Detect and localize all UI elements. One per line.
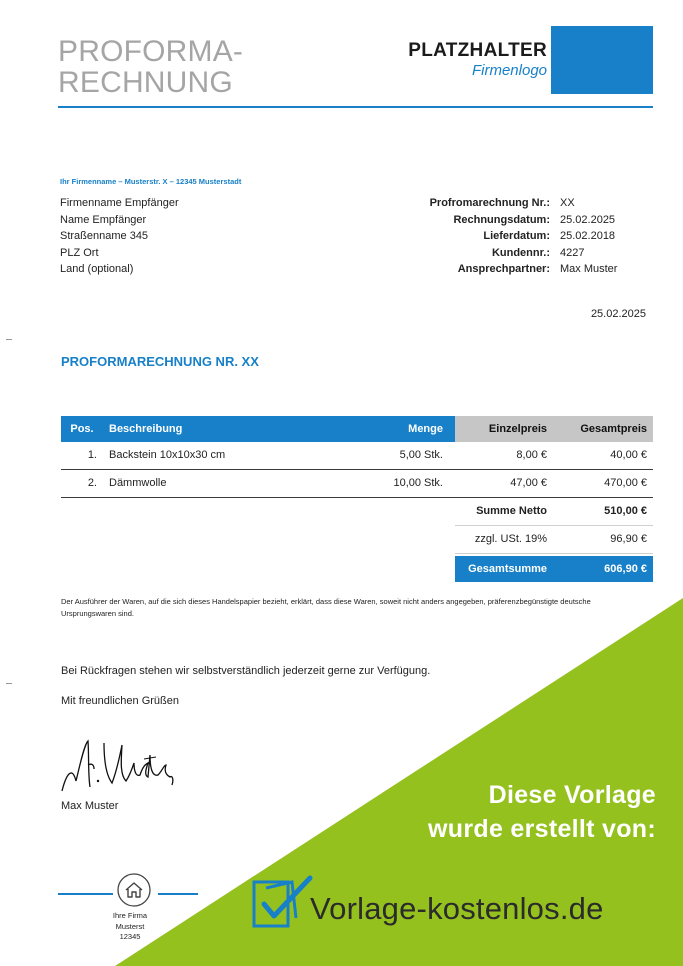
meta-value: Max Muster — [560, 263, 618, 275]
net-sum-value: 510,00 € — [604, 505, 647, 517]
header-quantity: Menge — [408, 423, 443, 435]
document-check-icon — [252, 874, 314, 932]
meta-label: Profromarechnung Nr.: — [429, 197, 550, 209]
promo-line: Diese Vorlage — [488, 781, 656, 809]
meta-label: Rechnungsdatum: — [453, 213, 550, 226]
row-pos: 1. — [87, 449, 97, 461]
row-total-price: 470,00 € — [604, 477, 647, 489]
vat-value: 96,90 € — [610, 533, 647, 545]
row-unit-price: 47,00 € — [510, 477, 547, 489]
document-title-line2: RECHNUNG — [58, 66, 233, 99]
row-quantity: 10,00 Stk. — [393, 477, 443, 489]
row-unit-price: 8,00 € — [516, 449, 547, 461]
origin-disclaimer: Der Ausführer der Waren, auf die sich dieses Handelspapier bezieht, erklärt, dass diese Waren, soweit nicht anders angegeben, präferenzbegünstigte deutsche Ursprungswaren sind. — [61, 597, 591, 618]
row-quantity: 5,00 Stk. — [399, 449, 443, 461]
header-description: Beschreibung — [109, 423, 183, 435]
document-title-line1: PROFORMA- — [58, 35, 244, 68]
logo-sub-text: Firmenlogo — [471, 62, 547, 79]
header-pos: Pos. — [70, 423, 94, 435]
closing-text: Bei Rückfragen stehen wir selbstverständlich jederzeit gerne zur Verfügung. — [61, 665, 431, 677]
recipient-line: Firmenname Empfänger — [60, 197, 179, 209]
meta-value: 25.02.2025 — [560, 213, 616, 226]
net-sum-label: Summe Netto — [476, 505, 547, 517]
promo-text — [428, 778, 656, 846]
grand-total-value: 606,90 € — [604, 563, 647, 575]
signer-name: Max Muster — [61, 800, 119, 812]
footer-line: Musterst — [115, 921, 145, 931]
meta-label: Lieferdatum: — [483, 230, 550, 242]
section-title: PROFORMARECHNUNG NR. XX — [61, 354, 259, 369]
promo-line: wurde erstellt von: — [428, 815, 656, 843]
grand-total-label: Gesamtsumme — [468, 563, 547, 575]
greeting-text: Mit freundlichen Grüßen — [61, 695, 179, 707]
promo-brand: Vorlage-kostenlos.de — [310, 891, 604, 926]
vat-label: zzgl. USt. 19% — [474, 533, 547, 545]
meta-value: 4227 — [560, 246, 585, 259]
recipient-line: Name Empfänger — [60, 213, 147, 226]
sender-line: Ihr Firmenname – Musterstr. X – 12345 Musterstadt — [60, 177, 242, 186]
meta-label: Kundennr.: — [491, 246, 550, 259]
header-unit-price: Einzelpreis — [488, 423, 547, 435]
footer-line: Ihre Firma — [112, 911, 148, 920]
row-description: Backstein 10x10x30 cm — [109, 449, 226, 461]
recipient-line: Straßenname 345 — [60, 230, 149, 242]
header-total-price: Gesamtpreis — [580, 423, 647, 435]
meta-label: Ansprechpartner: — [457, 263, 550, 275]
meta-value: XX — [560, 197, 575, 209]
row-pos: 2. — [87, 477, 97, 489]
document-date: 25.02.2025 — [590, 308, 646, 320]
row-description: Dämmwolle — [109, 477, 167, 489]
recipient-line: PLZ Ort — [60, 246, 99, 259]
recipient-line: Land (optional) — [60, 263, 134, 275]
meta-value: 25.02.2018 — [560, 230, 616, 242]
footer-line: 12345 — [119, 932, 141, 941]
logo-main-text: PLATZHALTER — [408, 40, 547, 61]
row-total-price: 40,00 € — [610, 449, 647, 461]
